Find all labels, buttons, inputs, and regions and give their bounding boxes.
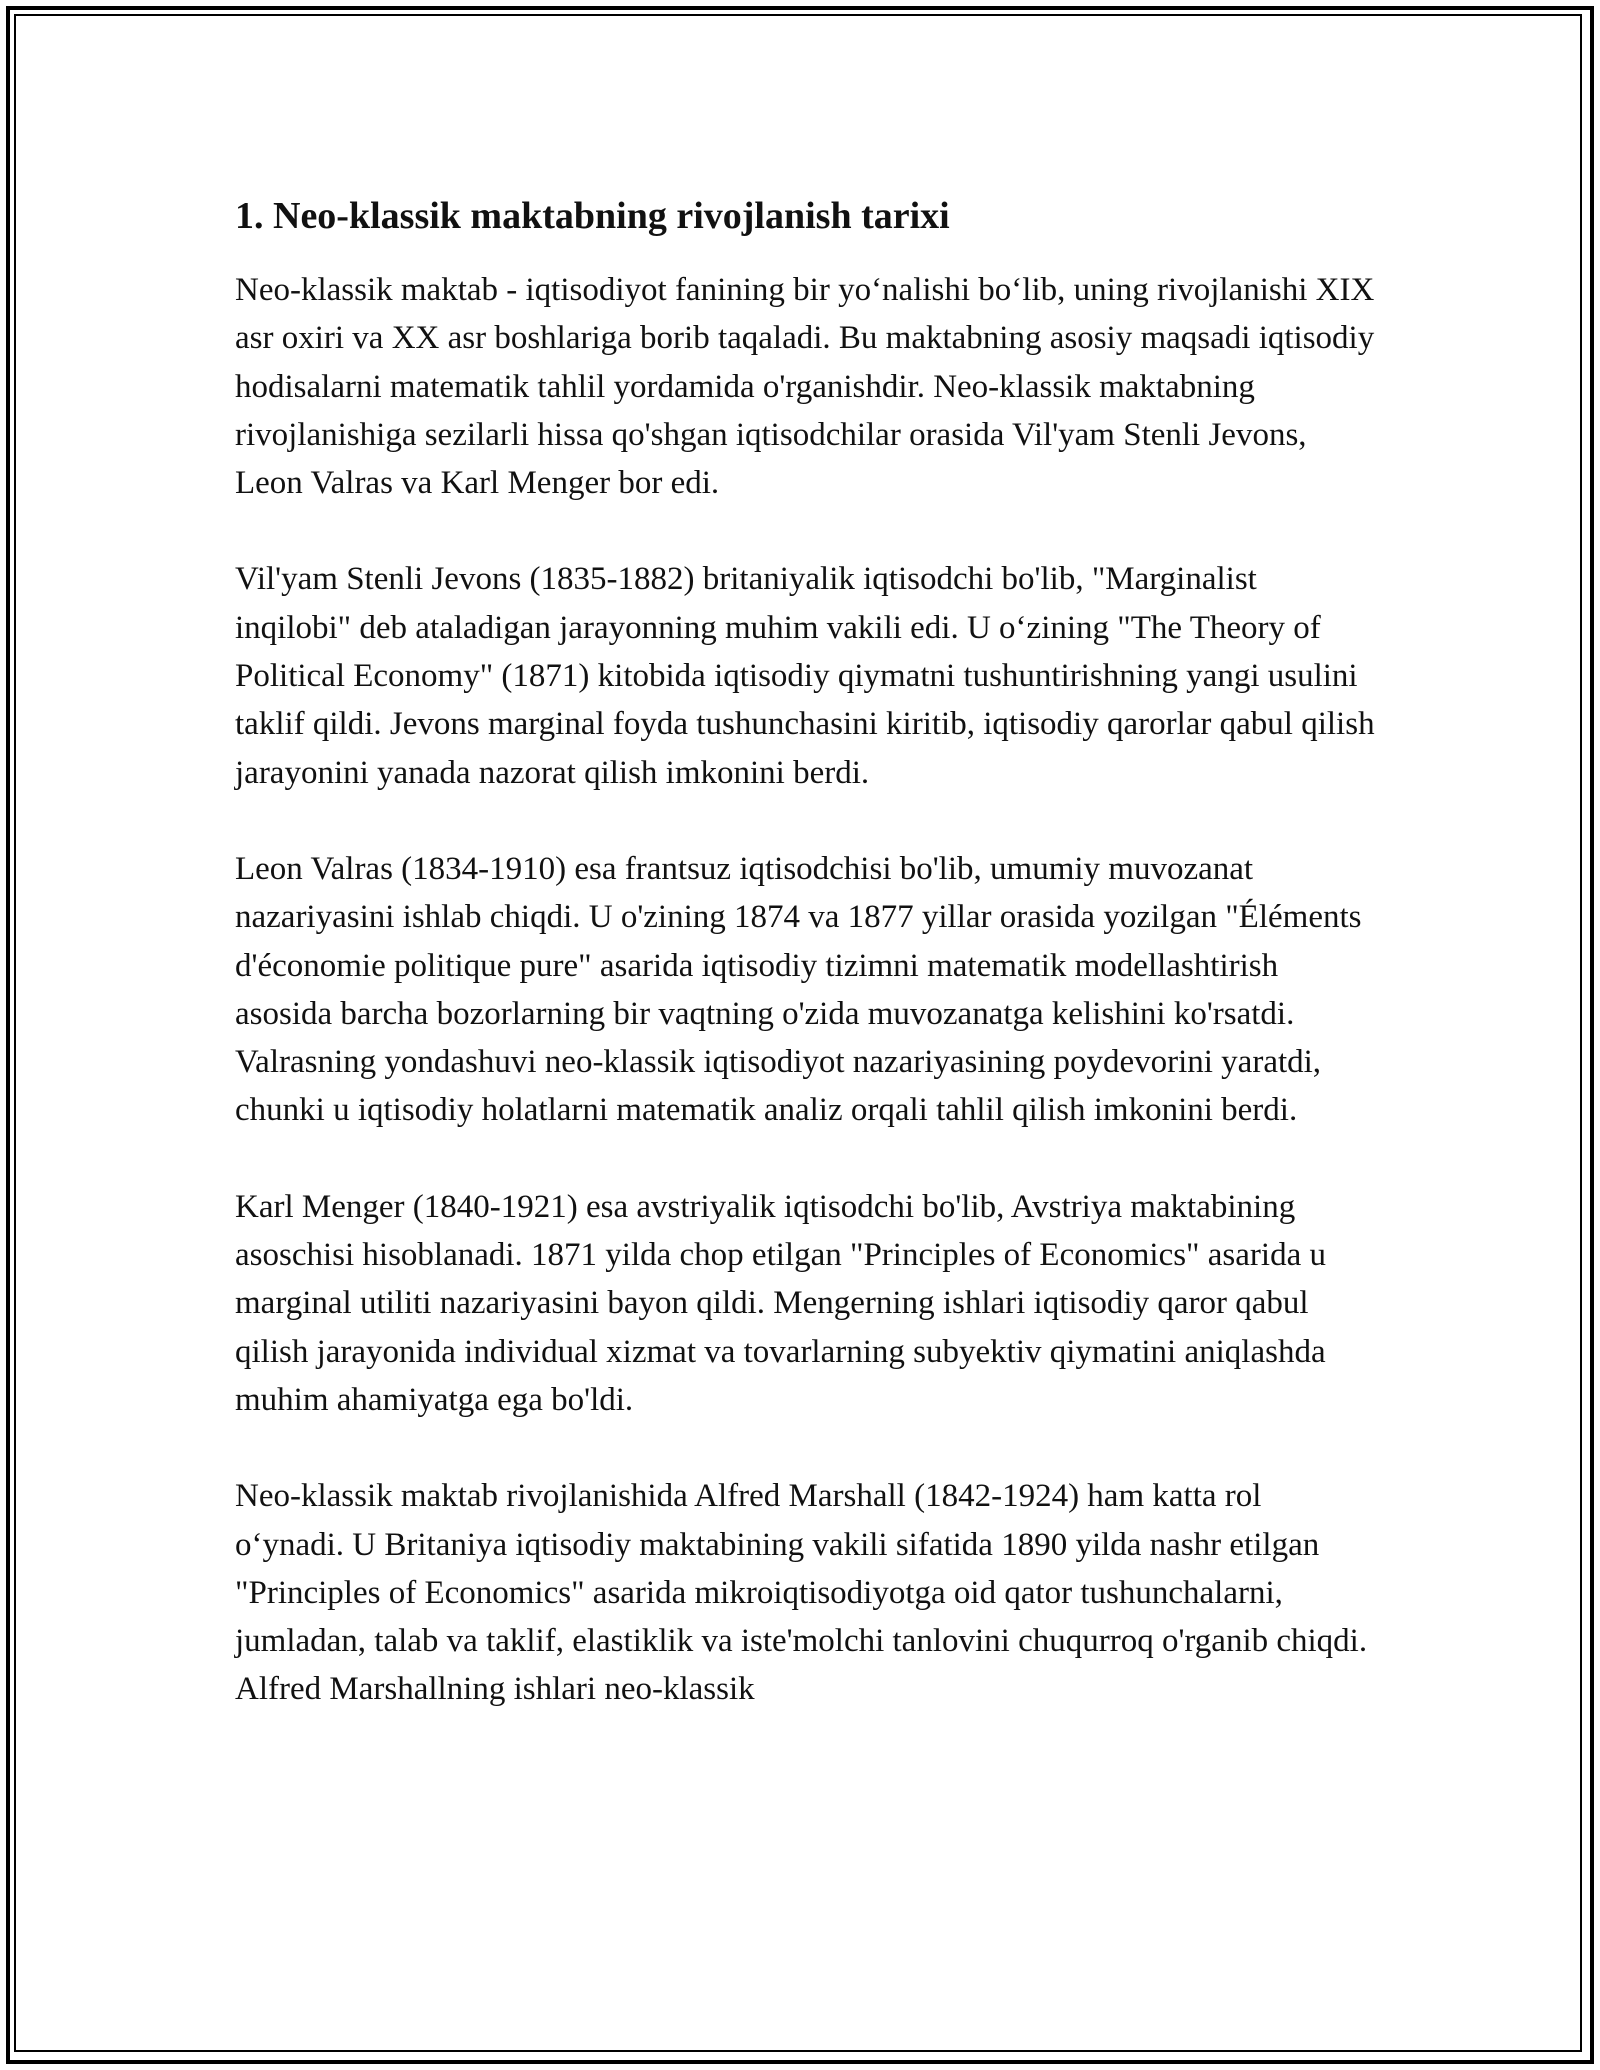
paragraph-intro: Neo-klassik maktab - iqtisodiyot fanining bir yo‘nalishi bo‘lib, uning rivojlanishi XIX asr oxiri va XX asr boshlariga borib taqaladi. Bu maktabning asosiy maqsadi iqtisodiy hodisalarni matematik tahlil yordamida o'rganishdir. Neo-klassik maktabning rivojlanishiga sezilarli hissa qo'shgan iqtisodchilar orasida Vil'yam Stenli Jevons, Leon Valras va Karl Menger bor edi. [235, 272, 1375, 502]
document-body [235, 188, 1375, 1762]
paragraph-menger: Karl Menger (1840-1921) esa avstriyalik iqtisodchi bo'lib, Avstriya maktabining asoschisi hisoblanadi. 1871 yilda chop etilgan "Principles of Economics" asarida u marginal utiliti nazariyasini bayon qildi. Mengerning ishlari iqtisodiy qaror qabul qilish jarayonida individual xizmat va tovarlarning subyektiv qiymatini aniqlashda muhim ahamiyatga ega bo'ldi. [235, 1188, 1326, 1418]
paragraph-jevons: Vil'yam Stenli Jevons (1835-1882) britaniyalik iqtisodchi bo'lib, "Marginalist inqilobi" deb ataladigan jarayonning muhim vakili edi. U o‘zining "The Theory of Political Economy" (1871) kitobida iqtisodiy qiymatni tushuntirishning yangi usulini taklif qildi. Jevons marginal foyda tushunchasini kiritib, iqtisodiy qarorlar qabul qilish jarayonini yanada nazorat qilish imkonini berdi. [235, 561, 1375, 791]
paragraph-valras: Leon Valras (1834-1910) esa frantsuz iqtisodchisi bo'lib, umumiy muvozanat nazariyasini ishlab chiqdi. U o'zining 1874 va 1877 yillar orasida yozilgan "Éléments d'économie politique pure" asarida iqtisodiy tizimni matematik modellashtirish asosida barcha bozorlarning bir vaqtning o'zida muvozanatga kelishini ko'rsatdi. Valrasning yondashuvi neo-klassik iqtisodiyot nazariyasining poydevorini yaratdi, chunki u iqtisodiy holatlarni matematik analiz orqali tahlil qilish imkonini berdi. [235, 850, 1362, 1129]
paragraph-marshall: Neo-klassik maktab rivojlanishida Alfred Marshall (1842-1924) ham katta rol o‘ynadi. U Britaniya iqtisodiy maktabining vakili sifatida 1890 yilda nashr etilgan "Principles of Economics" asarida mikroiqtisodiyotga oid qator tushunchalarni, jumladan, talab va taklif, elastiklik va iste'molchi tanlovini chuqurroq o'rganib chiqdi. Alfred Marshallning ishlari neo-klassik [235, 1478, 1368, 1708]
section-heading: 1. Neo-klassik maktabning rivojlanish tarixi [235, 195, 950, 237]
